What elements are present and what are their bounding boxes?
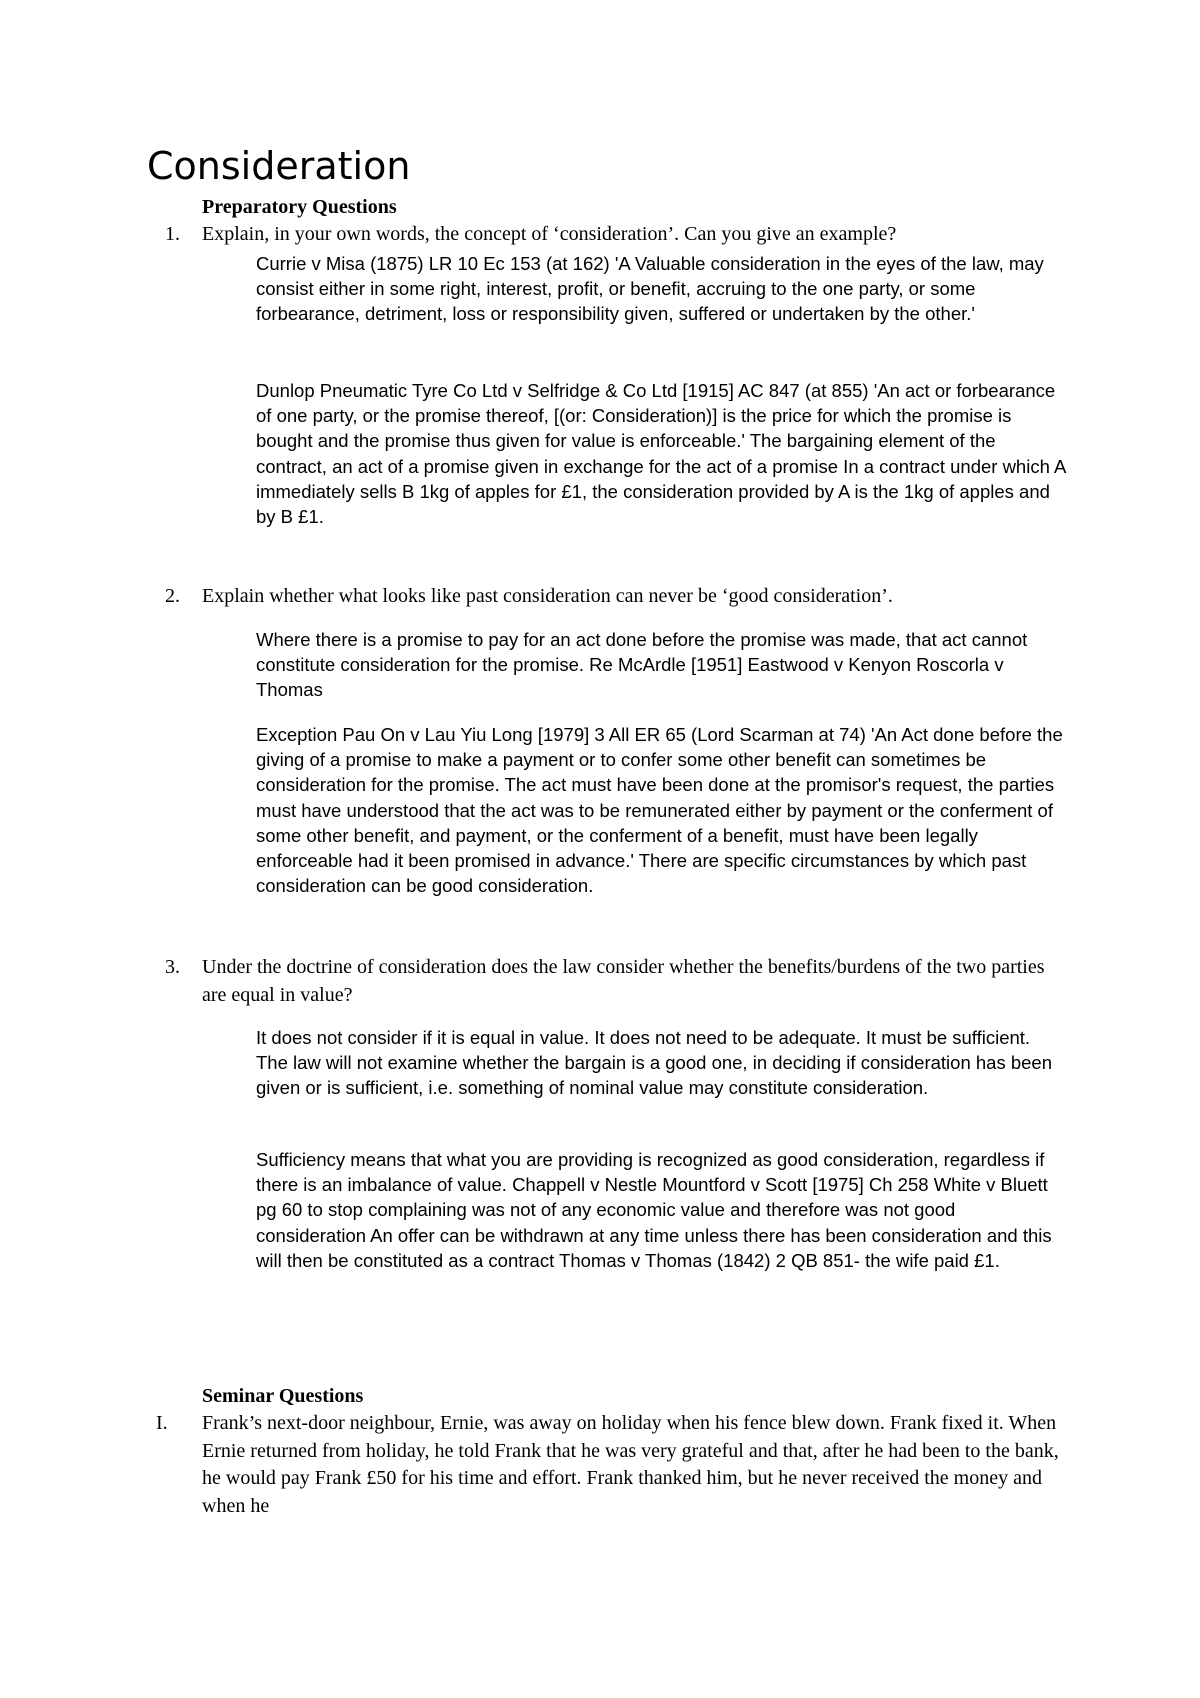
question-text: Under the doctrine of consideration does the law consider whether the benefits/burdens of the two parties are equal in value? (202, 956, 1045, 1006)
seminar-question-text: Frank’s next-door neighbour, Ernie, was away on holiday when his fence blew down. Frank fixed it. When Ernie returned from holiday, he told Frank that he was very grateful and that, after he had been to the bank, he would pay Frank £50 for his time and effort. Frank thanked him, but he never received the money and when he (202, 1412, 1059, 1517)
seminar-question-number: I. (156, 1412, 168, 1434)
question-number: 1. (165, 223, 180, 245)
answer-paragraph: Currie v Misa (1875) LR 10 Ec 153 (at 162) 'A Valuable consideration in the eyes of the law, may consist either in some right, interest, profit, or benefit, accruing to the one party, or some forbearance, detriment, loss or responsibility given, suffered or undertaken by the other.' (256, 253, 1044, 325)
seminar-heading: Seminar Questions (202, 1385, 364, 1407)
answer-paragraph: Dunlop Pneumatic Tyre Co Ltd v Selfridge & Co Ltd [1915] AC 847 (at 855) 'An act or forbearance of one party, or the promise thereof, [(or: Consideration)] is the price for which the promise is bought and the promise thus given for value is enforceable.' The bargaining element of the contract, an act of a promise given in exchange for the act of a promise In a contract under which A immediately sells B 1kg of apples for £1, the consideration provided by A is the 1kg of apples and by B £1. (256, 380, 1066, 528)
answer-paragraph: It does not consider if it is equal in value. It does not need to be adequate. It must be sufficient. The law will not examine whether the bargain is a good one, in deciding if consideration has been given or is sufficient, i.e. something of nominal value may constitute consideration. (256, 1027, 1052, 1099)
question-number: 3. (165, 956, 180, 978)
question-text: Explain whether what looks like past consideration can never be ‘good consideration’. (202, 585, 893, 607)
answer-paragraph: Where there is a promise to pay for an act done before the promise was made, that act cannot constitute consideration for the promise. Re McArdle [1951] Eastwood v Kenyon Roscorla v Thomas (256, 629, 1028, 701)
document-title: Consideration (147, 144, 411, 188)
question-number: 2. (165, 585, 180, 607)
answer-paragraph: Exception Pau On v Lau Yiu Long [1979] 3 All ER 65 (Lord Scarman at 74) 'An Act done before the giving of a promise to make a payment or to confer some other benefit can sometimes be consideration for the promise. The act must have been done at the promisor's request, the parties must have understood that the act was to be remunerated either by payment or the conferment of some other benefit, and payment, or the conferment of a benefit, must have been legally enforceable had it been promised in advance.' There are specific circumstances by which past consideration can be good consideration. (256, 724, 1063, 897)
answer-paragraph: Sufficiency means that what you are providing is recognized as good consideration, regardless if there is an imbalance of value. Chappell v Nestle Mountford v Scott [1975] Ch 258 White v Bluett pg 60 to stop complaining was not of any economic value and therefore was not good consideration An offer can be withdrawn at any time unless there has been consideration and this will then be constituted as a contract Thomas v Thomas (1842) 2 QB 851- the wife paid £1. (256, 1149, 1052, 1271)
question-text: Explain, in your own words, the concept of ‘consideration’. Can you give an example? (202, 223, 897, 245)
preparatory-heading: Preparatory Questions (202, 196, 397, 218)
